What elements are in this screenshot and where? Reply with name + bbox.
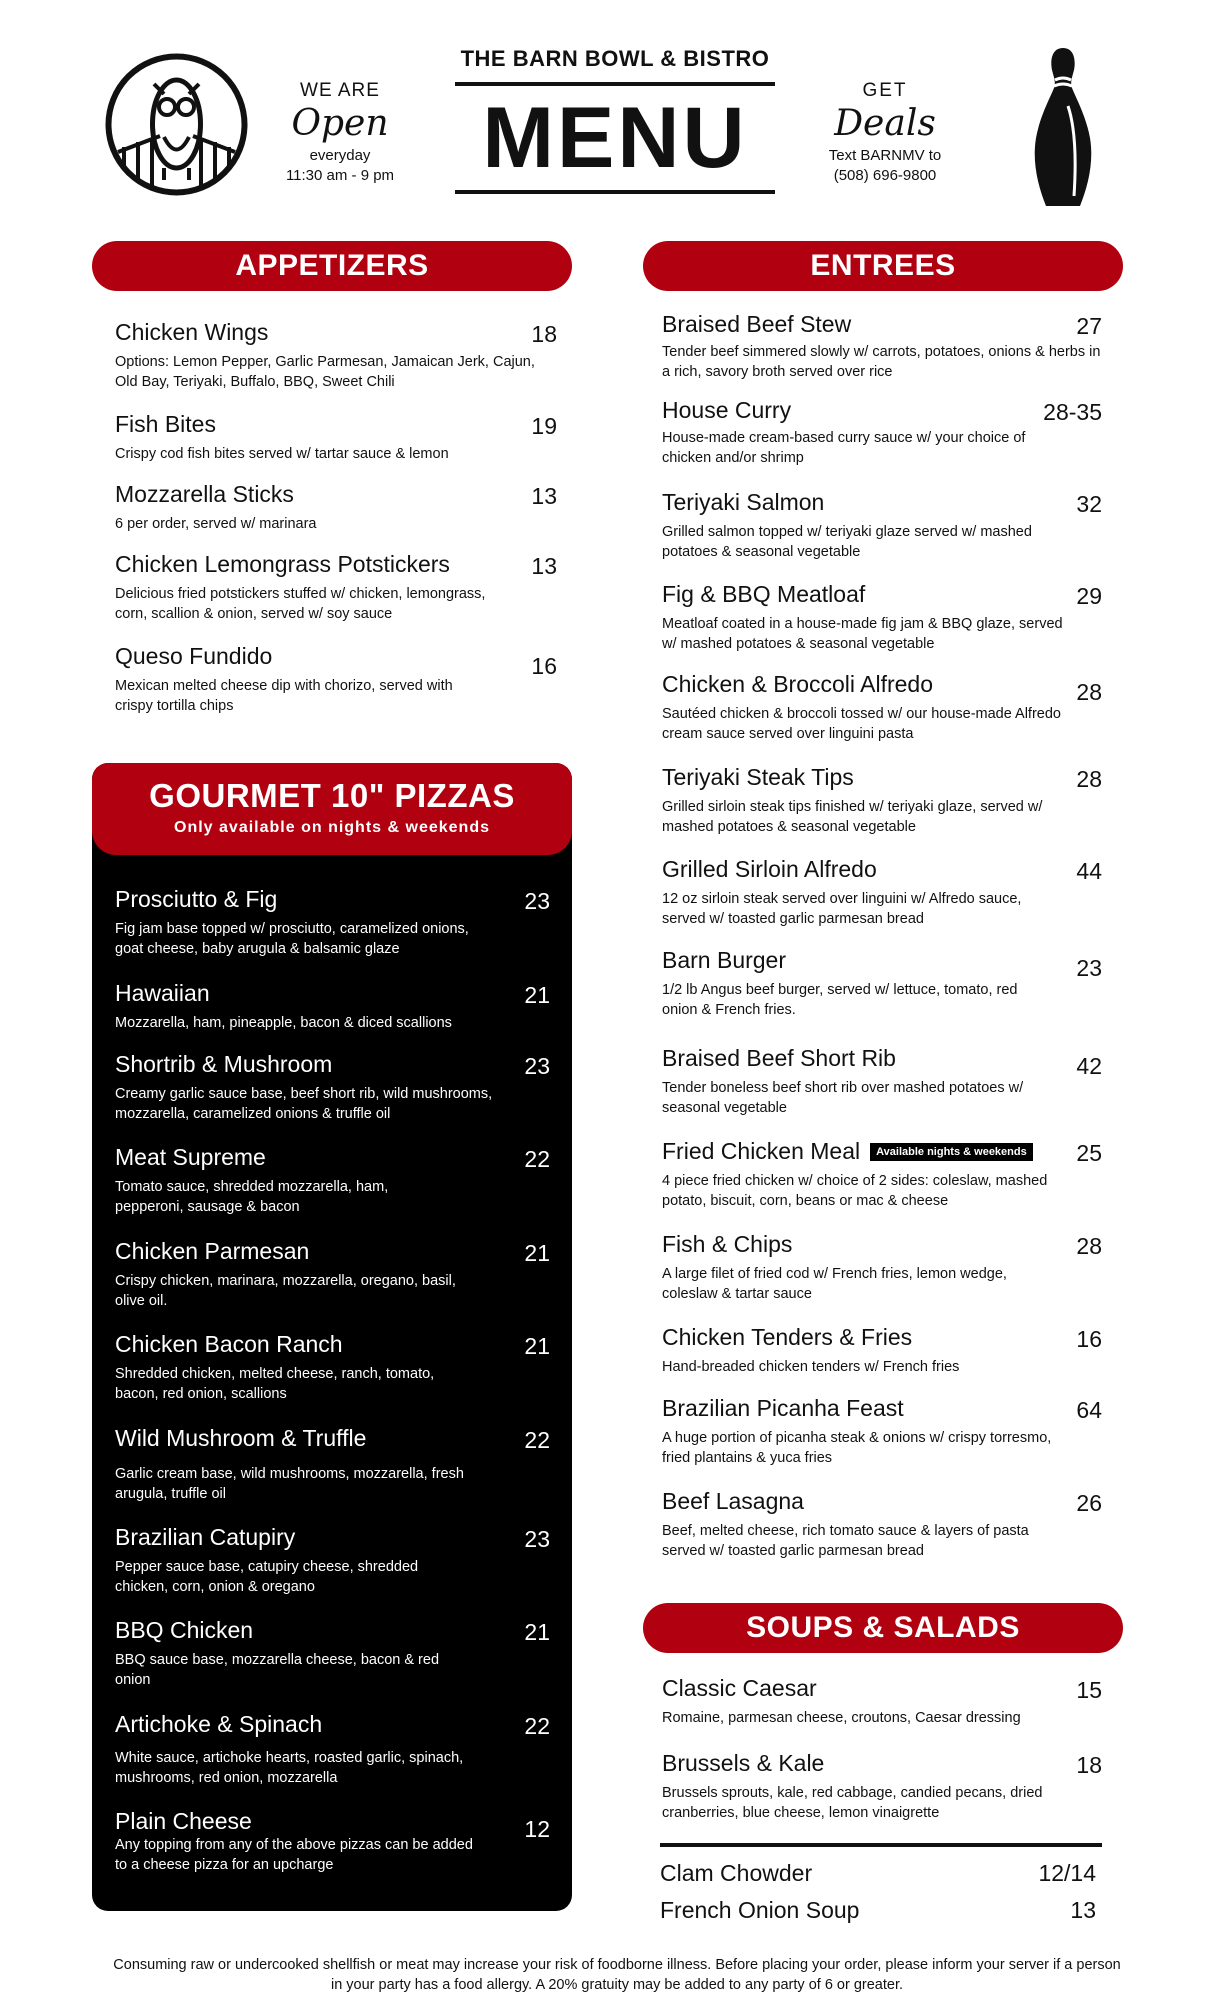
item-desc: Creamy garlic sauce base, beef short rib, wild mushrooms, mozzarella, caramelized onions & truffle oil [115,1086,493,1122]
item-price: 13 [531,553,557,579]
item-price: 27 [1076,313,1102,339]
item-desc: White sauce, artichoke hearts, roasted garlic, spinach, mushrooms, red onion, mozzarella [115,1750,464,1786]
soup-item [660,1859,1102,1887]
entree-item [662,670,1102,744]
item-desc: Hand-breaded chicken tenders w/ French fries [662,1359,960,1375]
appetizer-item [115,642,557,716]
item-desc: Brussels sprouts, kale, red cabbage, candied pecans, dried cranberries, blue cheese, lemon vinaigrette [662,1785,1043,1821]
item-name: Chicken & Broccoli Alfredo [662,671,934,697]
item-price: 44 [1076,858,1102,884]
item-price: 22 [524,1427,550,1453]
item-desc: Fig jam base topped w/ prosciutto, caramelized onions, goat cheese, baby arugula & balsamic glaze [115,921,469,957]
pizza-item [115,1237,550,1311]
item-desc: 12 oz sirloin steak served over linguini w/ Alfredo sauce, served w/ toasted garlic parmesan bread [662,891,1022,927]
item-name: House Curry [662,397,792,423]
item-desc: House-made cream-based curry sauce w/ your choice of chicken and/or shrimp [662,430,1026,466]
item-name: Teriyaki Salmon [662,489,825,515]
item-desc: Mozzarella, ham, pineapple, bacon & diced scallions [115,1015,452,1031]
item-desc: Sautéed chicken & broccoli tossed w/ our house-made Alfredo cream sauce served over linguini pasta [662,706,1061,742]
item-price: 18 [531,321,557,347]
item-name: Braised Beef Short Rib [662,1045,896,1071]
item-name: Hawaiian [115,980,210,1006]
item-name: Chicken Bacon Ranch [115,1331,343,1357]
item-price: 23 [524,1526,550,1552]
item-desc: Romaine, parmesan cheese, croutons, Caesar dressing [662,1710,1021,1726]
item-price: 28 [1076,1233,1102,1259]
item-desc: Grilled salmon topped w/ teriyaki glaze served w/ mashed potatoes & seasonal vegetable [662,524,1032,560]
item-name: Grilled Sirloin Alfredo [662,856,877,882]
entree-item [662,1044,1102,1118]
item-name [662,1137,1102,1165]
entree-item [662,1323,1102,1377]
item-desc: BBQ sauce base, mozzarella cheese, bacon & red onion [115,1652,440,1688]
item-price: 16 [531,653,557,679]
title-rule-bottom [455,190,775,194]
item-price: 32 [1076,491,1102,517]
item-desc: Crispy cod fish bites served w/ tartar sauce & lemon [115,446,449,462]
item-desc: Tender boneless beef short rib over mashed potatoes w/ seasonal vegetable [662,1080,1024,1116]
pizzas-header [92,763,572,855]
item-price: 21 [524,982,550,1008]
item-desc: Garlic cream base, wild mushrooms, mozzarella, fresh arugula, truffle oil [115,1466,464,1502]
allergy-notice: Consuming raw or undercooked shellfish or meat may increase your risk of foodborne illness. Before placing your order, please inform your server if a person in your party has a food allergy. A 20% gratuity may be added to any party of 6 or greater. [113,1957,1121,1993]
item-desc: A huge portion of picanha steak & onions w/ crispy torresmo, fried plantains & yuca fries [662,1430,1052,1466]
owl-barn-logo-icon [104,52,249,197]
salad-item [662,1749,1102,1823]
bowling-pin-icon [1028,46,1098,210]
item-name: Braised Beef Stew [662,311,852,337]
item-desc: Grilled sirloin steak tips finished w/ teriyaki glaze, served w/ mashed potatoes & seasonal vegetable [662,799,1043,835]
item-name: Chicken Tenders & Fries [662,1324,913,1350]
entree-item [662,1394,1102,1468]
entree-item [662,1137,1102,1211]
item-name: Fish Bites [115,411,216,437]
item-name: Fig & BBQ Meatloaf [662,581,866,607]
item-price: 26 [1076,1490,1102,1516]
item-desc: Any topping from any of the above pizzas can be added to a cheese pizza for an upcharge [115,1837,473,1873]
entree-item [662,946,1102,1020]
item-desc: Tomato sauce, shredded mozzarella, ham, pepperoni, sausage & bacon [115,1179,389,1215]
entree-item [662,855,1102,929]
item-name: French Onion Soup [660,1897,860,1923]
item-name: Chicken Lemongrass Potstickers [115,551,450,577]
item-name: Classic Caesar [662,1675,817,1701]
pizza-item [115,1616,550,1690]
item-price: 28-35 [1043,399,1102,425]
item-price: 42 [1076,1053,1102,1079]
item-price: 13 [531,483,557,509]
pizza-item [115,1523,550,1597]
hours-block [265,80,415,186]
entree-item [662,763,1102,837]
pizzas-title: GOURMET 10" PIZZAS [149,777,515,814]
item-name: Barn Burger [662,947,787,973]
item-price: 25 [1076,1140,1102,1166]
item-price: 23 [1076,955,1102,981]
pizza-item [115,1710,550,1788]
item-name: Artichoke & Spinach [115,1711,323,1737]
soup-item [660,1896,1102,1924]
item-desc: A large filet of fried cod w/ French fries, lemon wedge, coleslaw & tartar sauce [662,1266,1007,1302]
item-price: 29 [1076,583,1102,609]
item-name: Queso Fundido [115,643,273,669]
item-desc: 1/2 lb Angus beef burger, served w/ lettuce, tomato, red onion & French fries. [662,982,1018,1018]
pizza-item [115,979,550,1033]
item-name-text: Fried Chicken Meal [662,1138,861,1164]
entree-item [662,1230,1102,1304]
item-price: 21 [524,1333,550,1359]
item-price: 23 [524,888,550,914]
item-name: Shortrib & Mushroom [115,1051,333,1077]
item-price: 12/14 [1038,1860,1096,1886]
pizza-item [115,1424,550,1504]
pizza-card [92,763,572,1911]
pizzas-subtitle: Only available on nights & weekends [174,819,490,836]
item-price: 28 [1076,766,1102,792]
availability-badge: Available nights & weekends [870,1143,1033,1161]
item-desc: Tender beef simmered slowly w/ carrots, potatoes, onions & herbs in a rich, savory broth served over rice [662,344,1101,380]
entree-item [662,488,1102,562]
entree-item [662,1487,1102,1561]
item-name: Prosciutto & Fig [115,886,278,912]
appetizer-item [115,318,557,392]
pizza-item [115,1807,550,1875]
pizza-item [115,1330,550,1404]
item-price: 18 [1076,1752,1102,1778]
item-price: 64 [1076,1397,1102,1423]
entree-item [662,396,1102,468]
pizza-item [115,1143,550,1217]
entree-item [662,580,1102,654]
item-name: Clam Chowder [660,1860,813,1886]
get-label: GET [862,80,908,101]
item-name: Teriyaki Steak Tips [662,764,854,790]
item-name: Chicken Wings [115,319,269,345]
item-name: Brussels & Kale [662,1750,825,1776]
item-price: 12 [524,1816,550,1842]
item-desc: 6 per order, served w/ marinara [115,516,317,532]
entrees-header: ENTREES [643,241,1123,291]
item-name: Mozzarella Sticks [115,481,294,507]
business-name: THE BARN BOWL & BISTRO [460,46,770,71]
soups-divider [660,1843,1102,1847]
item-name: Chicken Parmesan [115,1238,310,1264]
item-desc: Shredded chicken, melted cheese, ranch, tomato, bacon, red onion, scallions [115,1366,435,1402]
item-name: Beef Lasagna [662,1488,804,1514]
appetizer-item [115,410,557,464]
title-block [455,46,775,194]
item-price: 22 [524,1146,550,1172]
open-days: everyday [309,147,371,164]
deals-text-line: Text BARNMV to [828,147,942,164]
menu-title: MENU [482,90,748,186]
item-desc: Pepper sauce base, catupiry cheese, shredded chicken, corn, onion & oregano [115,1559,419,1595]
open-hours: 11:30 am - 9 pm [285,167,395,184]
item-desc: Mexican melted cheese dip with chorizo, served with crispy tortilla chips [115,678,453,714]
item-desc: Crispy chicken, marinara, mozzarella, oregano, basil, olive oil. [115,1273,456,1309]
item-name: Wild Mushroom & Truffle [115,1425,367,1451]
item-desc: Beef, melted cheese, rich tomato sauce & layers of pasta served w/ toasted garlic parmesan bread [662,1523,1029,1559]
pizza-item [115,1050,550,1124]
open-script-text: Open [291,103,389,144]
appetizer-item [115,550,557,624]
pizza-item [115,885,550,959]
deals-block [800,80,970,186]
entree-item [662,310,1102,382]
we-are-label: WE ARE [300,80,380,101]
item-name: Meat Supreme [115,1144,266,1170]
item-price: 15 [1076,1677,1102,1703]
item-price: 16 [1076,1326,1102,1352]
item-desc: 4 piece fried chicken w/ choice of 2 sides: coleslaw, mashed potato, biscuit, corn, beans or mac & cheese [662,1173,1048,1209]
item-desc: Options: Lemon Pepper, Garlic Parmesan, Jamaican Jerk, Cajun, Old Bay, Teriyaki, Buffalo, BBQ, Sweet Chili [115,354,535,390]
item-name: Plain Cheese [115,1808,252,1834]
item-name: Fish & Chips [662,1231,793,1257]
item-price: 22 [524,1713,550,1739]
item-price: 28 [1076,679,1102,705]
item-price: 21 [524,1619,550,1645]
item-name: Brazilian Catupiry [115,1524,296,1550]
deals-phone[interactable]: (508) 696-9800 [833,167,937,184]
item-price: 21 [524,1240,550,1266]
deals-script-text: Deals [834,103,936,144]
item-desc: Delicious fried potstickers stuffed w/ chicken, lemongrass, corn, scallion & onion, served w/ soy sauce [115,586,486,622]
appetizer-item [115,480,557,534]
salad-item [662,1674,1102,1728]
appetizers-header: APPETIZERS [92,241,572,291]
item-desc: Meatloaf coated in a house-made fig jam & BBQ glaze, served w/ mashed potatoes & seasonal vegetable [662,616,1063,652]
item-price: 19 [531,413,557,439]
soups-salads-header: SOUPS & SALADS [643,1603,1123,1653]
item-price: 23 [524,1053,550,1079]
item-price: 13 [1070,1897,1096,1923]
item-name: Brazilian Picanha Feast [662,1395,904,1421]
item-name: BBQ Chicken [115,1617,254,1643]
